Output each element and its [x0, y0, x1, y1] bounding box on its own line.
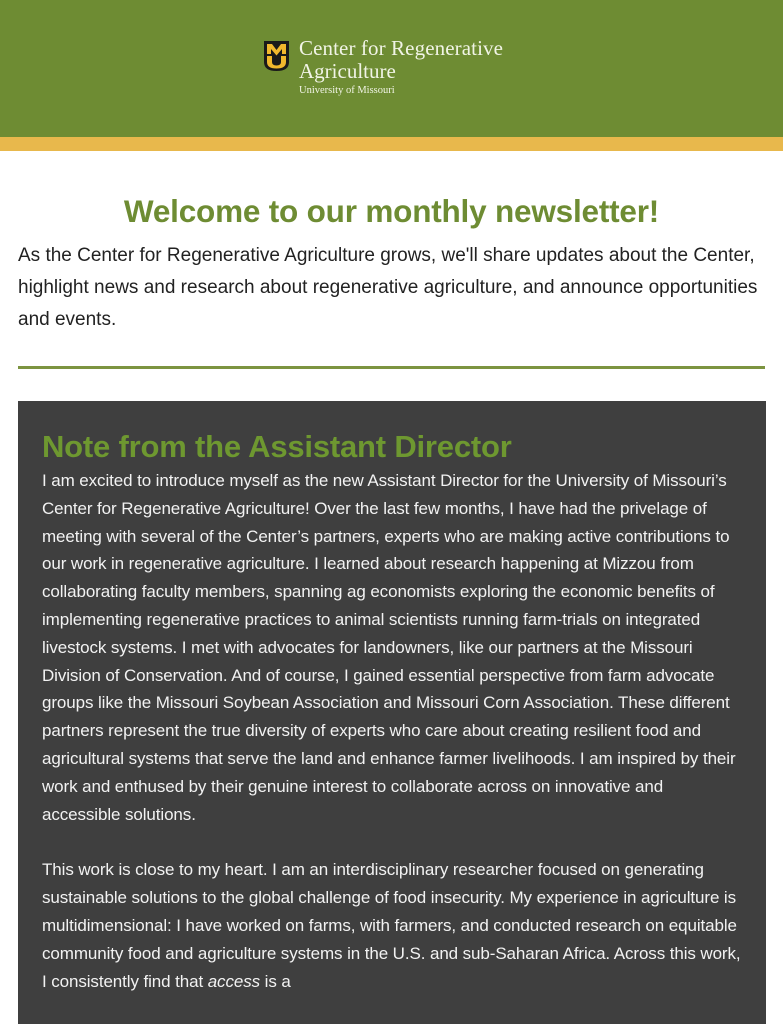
intro-section: [0, 151, 783, 336]
mu-shield-icon: [263, 40, 290, 72]
welcome-text: As the Center for Regenerative Agriculture grows, we'll share updates about the Center, highlight news and research about regenerative agriculture, and announce opportunities and events.: [18, 245, 758, 330]
welcome-title: Welcome to our monthly newsletter!: [123, 193, 660, 229]
emphasis-access: access: [207, 971, 261, 991]
section-divider: [18, 366, 765, 369]
newsletter-header: [0, 0, 783, 137]
logo-title-line1: Center for Regenerative: [299, 36, 504, 60]
note-paragraph-1: I am excited to introduce myself as the new Assistant Director for the University of Missouri’s Center for Regenerative Agriculture! Over the last few months, I have had the privelage of meeting with several of the Center’s partners, experts who are making active contributions to our work in regenerative agriculture. I learned about research happening at Mizzou from collaborating faculty members, spanning ag economists exploring the economic benefits of implementing regenerative practices to animal scientists running farm-trials on integrated livestock systems. I met with advocates for landowners, like our partners at the Missouri Division of Conservation. And of course, I gained essential perspective from farm advocate groups like the Missouri Soybean Association and Missouri Corn Association. These different partners represent the true diversity of experts who care about creating resilient food and agricultural systems that serve the land and enhance farmer livelihoods. I am inspired by their work and enthused by their genuine interest to collaborate across on innovative and accessible solutions.: [42, 471, 736, 824]
logo-wordmark: [299, 38, 503, 97]
logo-subtitle: University of Missouri: [299, 85, 395, 96]
note-paragraph-2: [42, 856, 742, 995]
gold-accent-bar: [0, 137, 783, 151]
center-logo[interactable]: [263, 38, 503, 97]
note-paragraph-2-text: This work is close to my heart. I am an interdisciplinary researcher focused on generating sustainable solutions to the global challenge of food insecurity. My experience in agriculture is multidimensional: I have worked on farms, with farmers, and conducted research on equitable community food and agriculture systems in the U.S. and sub-Saharan Africa. Across this work, I consistently find that: [42, 860, 741, 991]
logo-title-line2: Agriculture: [299, 59, 396, 83]
director-note-panel: [18, 401, 766, 1024]
note-title: Note from the Assistant Director: [42, 429, 512, 464]
note-paragraph-2-tail: is a: [260, 971, 291, 991]
